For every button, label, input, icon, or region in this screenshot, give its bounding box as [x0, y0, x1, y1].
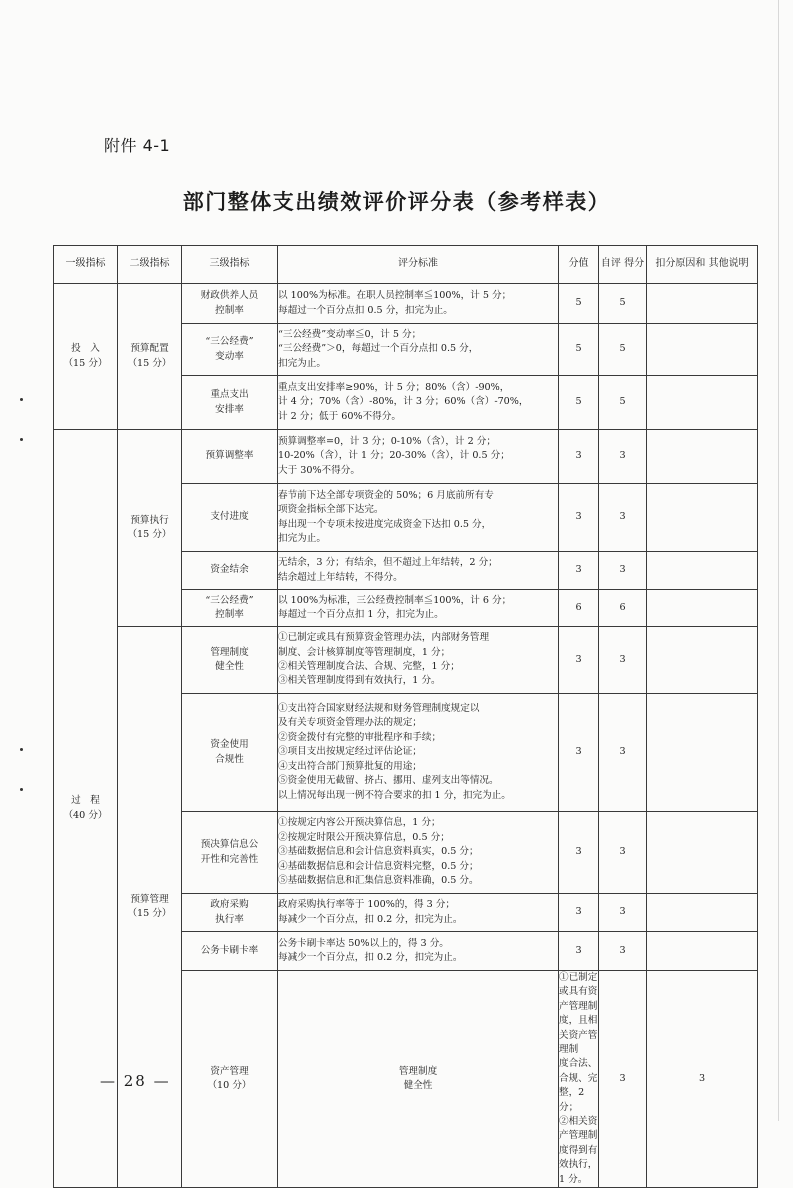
margin-dot	[20, 398, 23, 401]
level1-process: 过 程 （40 分）	[54, 430, 118, 1188]
level3-name: 管理制度 健全性	[182, 627, 278, 694]
score-cell: 3	[559, 430, 599, 484]
score-table	[53, 245, 758, 1188]
score-cell: 3	[559, 627, 599, 694]
criteria-cell: 政府采购执行率等于 100%的，得 3 分； 每减少一个百分点，扣 0.2 分，扣完为止。	[278, 894, 559, 932]
score-cell: 5	[559, 376, 599, 430]
level3-name: 财政供养人员 控制率	[182, 284, 278, 324]
self-score-cell: 6	[599, 590, 647, 627]
header-deduction: 扣分原因和 其他说明	[647, 246, 758, 284]
score-cell: 3	[599, 971, 647, 1188]
page-number: — 28 —	[100, 1072, 171, 1090]
level2-budget-exec: 预算执行 （15 分）	[118, 430, 182, 627]
table-row	[54, 627, 758, 694]
self-score-cell: 3	[599, 484, 647, 552]
deduction-cell	[647, 812, 758, 894]
self-score-cell: 3	[599, 430, 647, 484]
attachment-label: 附件 4-1	[104, 136, 171, 155]
header-level3: 三级指标	[182, 246, 278, 284]
level3-name: 重点支出 安排率	[182, 376, 278, 430]
table-row	[54, 284, 758, 324]
level3-name: 管理制度 健全性	[278, 971, 559, 1188]
criteria-cell: ①按规定内容公开预决算信息，1 分； ②按规定时限公开预决算信息，0.5 分； ③基础数据信息和会计信息资料真实，0.5 分； ④基础数据信息和会计信息资料完整，0.5 分； ⑤基础数据信息和汇集信息资料准确，0.5 分。	[278, 812, 559, 894]
deduction-cell	[647, 590, 758, 627]
level3-name: 政府采购 执行率	[182, 894, 278, 932]
margin-dot	[20, 748, 23, 751]
deduction-cell	[647, 284, 758, 324]
level2-budget-config: 预算配置 （15 分）	[118, 284, 182, 430]
criteria-cell: 预算调整率=0，计 3 分；0-10%（含），计 2 分； 10-20%（含），计 1 分；20-30%（含），计 0.5 分； 大于 30%不得分。	[278, 430, 559, 484]
criteria-cell: 以 100%为标准。在职人员控制率≦100%，计 5 分； 每超过一个百分点扣 0.5 分，扣完为止。	[278, 284, 559, 324]
level3-name: 资金使用 合规性	[182, 694, 278, 812]
level3-name: “三公经费” 变动率	[182, 324, 278, 376]
criteria-cell: “三公经费”变动率≦0，计 5 分； “三公经费”＞0，每超过一个百分点扣 0.5 分， 扣完为止。	[278, 324, 559, 376]
self-score-cell: 3	[599, 932, 647, 971]
deduction-cell	[647, 894, 758, 932]
criteria-cell: 以 100%为标准，三公经费控制率≦100%，计 6 分； 每超过一个百分点扣 1 分，扣完为止。	[278, 590, 559, 627]
table-row	[54, 430, 758, 484]
header-self-score: 自评 得分	[599, 246, 647, 284]
level2-asset-mgmt: 资产管理 （10 分）	[182, 971, 278, 1188]
self-score-cell: 3	[599, 694, 647, 812]
deduction-cell	[647, 627, 758, 694]
level3-name: 支付进度	[182, 484, 278, 552]
criteria-cell: 重点支出安排率≥90%，计 5 分；80%（含）-90%， 计 4 分；70%（含）-80%，计 3 分；60%（含）-70%， 计 2 分；低于 60%不得分。	[278, 376, 559, 430]
level3-name: 公务卡刷卡率	[182, 932, 278, 971]
margin-dot	[20, 788, 23, 791]
score-cell: 3	[559, 694, 599, 812]
document-title: 部门整体支出绩效评价评分表（参考样表）	[182, 190, 611, 214]
self-score-cell: 3	[599, 894, 647, 932]
deduction-cell	[647, 324, 758, 376]
header-score: 分值	[559, 246, 599, 284]
self-score-cell: 3	[599, 552, 647, 590]
header-criteria: 评分标准	[278, 246, 559, 284]
self-score-cell: 5	[599, 376, 647, 430]
level2-budget-mgmt: 预算管理 （15 分）	[118, 627, 182, 1188]
score-cell: 3	[559, 932, 599, 971]
score-cell: 3	[559, 812, 599, 894]
criteria-cell: 春节前下达全部专项资金的 50%；6 月底前所有专 项资金指标全部下达完。 每出现一个专项未按进度完成资金下达扣 0.5 分， 扣完为止。	[278, 484, 559, 552]
score-cell: 3	[559, 894, 599, 932]
criteria-cell: ①支出符合国家财经法规和财务管理制度规定以 及有关专项资金管理办法的规定； ②资金拨付有完整的审批程序和手续； ③项目支出按规定经过评估论证； ④支出符合部门预算批复的用途； ⑤资金使用无截留、挤占、挪用、虚列支出等情况。 以上情况每出现一例不符合要求的扣 1 分，扣完为止。	[278, 694, 559, 812]
score-cell: 5	[559, 324, 599, 376]
self-score-cell: 3	[647, 971, 758, 1188]
header-level1: 一级指标	[54, 246, 118, 284]
page-edge	[778, 0, 779, 1121]
level1-input: 投 入 （15 分）	[54, 284, 118, 430]
deduction-cell	[647, 694, 758, 812]
header-level2: 二级指标	[118, 246, 182, 284]
criteria-cell: 公务卡刷卡率达 50%以上的，得 3 分。 每减少一个百分点，扣 0.2 分，扣完为止。	[278, 932, 559, 971]
criteria-cell: ①已制定或具有预算资金管理办法，内部财务管理 制度、会计核算制度等管理制度，1 分； ②相关管理制度合法、合规、完整，1 分； ③相关管理制度得到有效执行，1 分。	[278, 627, 559, 694]
self-score-cell: 3	[599, 627, 647, 694]
level3-name: 预算调整率	[182, 430, 278, 484]
deduction-cell	[647, 376, 758, 430]
score-cell: 6	[559, 590, 599, 627]
deduction-cell	[647, 430, 758, 484]
self-score-cell: 5	[599, 284, 647, 324]
score-cell: 5	[559, 284, 599, 324]
criteria-cell: ①已制定或具有资产管理制度，且相关资产管理制 度合法、合规、完整，2 分； ②相关资产管理制度得到有效执行，1 分。	[559, 971, 599, 1188]
self-score-cell: 5	[599, 324, 647, 376]
level3-name: 预决算信息公 开性和完善性	[182, 812, 278, 894]
score-cell: 3	[559, 552, 599, 590]
level3-name: “三公经费” 控制率	[182, 590, 278, 627]
table-header-row	[54, 246, 758, 284]
margin-dot	[20, 438, 23, 441]
deduction-cell	[647, 932, 758, 971]
self-score-cell: 3	[599, 812, 647, 894]
level3-name: 资金结余	[182, 552, 278, 590]
score-cell: 3	[559, 484, 599, 552]
criteria-cell: 无结余，3 分；有结余，但不超过上年结转，2 分； 结余超过上年结转，不得分。	[278, 552, 559, 590]
deduction-cell	[647, 552, 758, 590]
deduction-cell	[647, 484, 758, 552]
